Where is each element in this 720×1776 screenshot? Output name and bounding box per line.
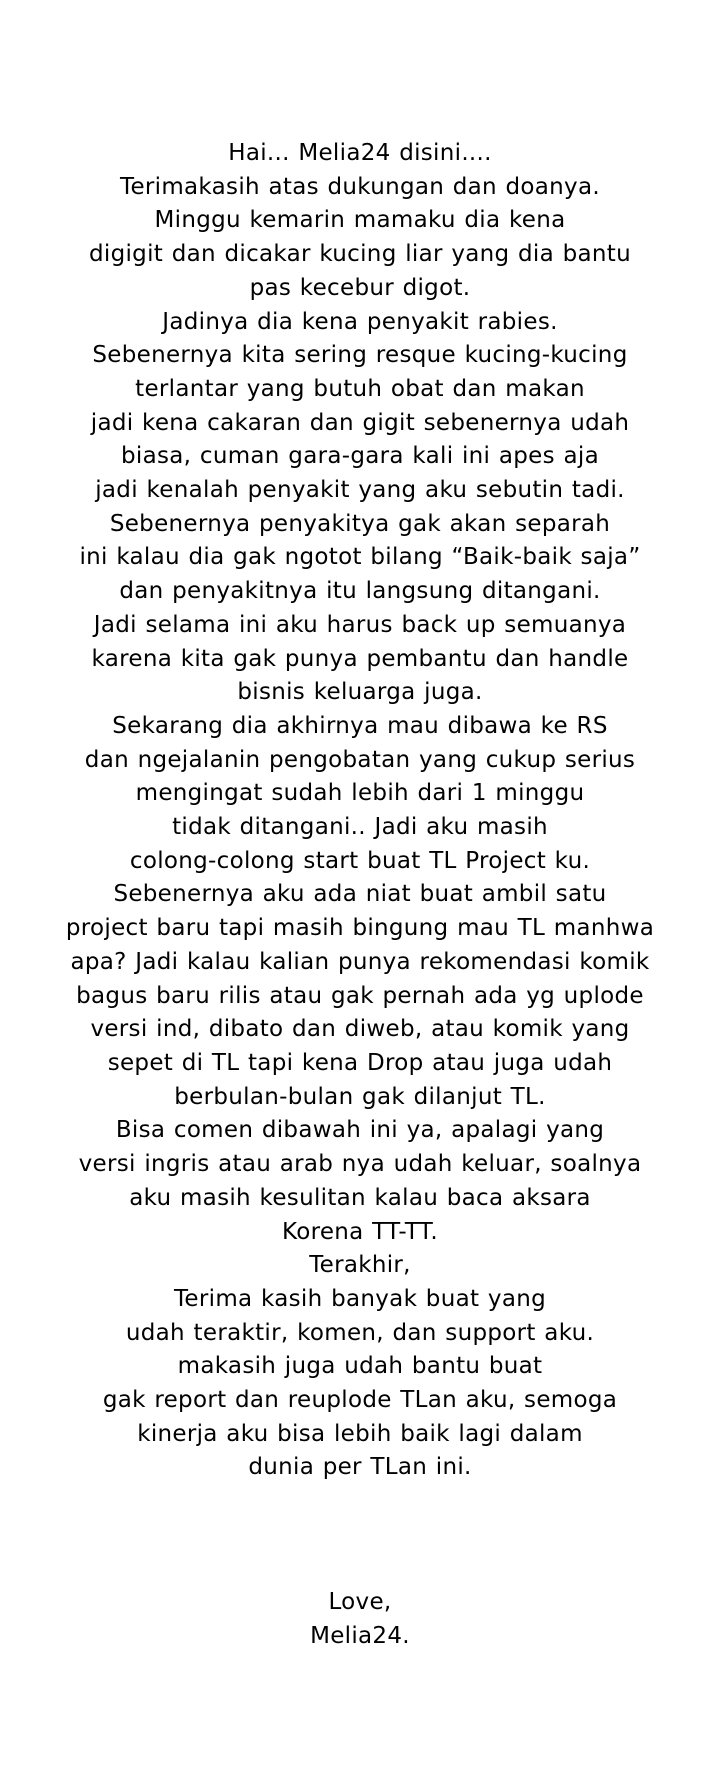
signoff-gap	[0, 1485, 720, 1586]
letter-line: Jadi selama ini aku harus back up semuanya	[93, 611, 627, 638]
letter-line: Hai... Melia24 disini....	[228, 140, 492, 166]
letter-line: jadi kena cakaran dan gigit sebenernya udah	[90, 409, 630, 436]
letter-line: sepet di TL tapi kena Drop atau juga udah	[107, 1049, 613, 1076]
letter-line: Jadinya dia kena penyakit rabies.	[162, 308, 558, 335]
letter-line: dan ngejalanin pengobatan yang cukup serius	[84, 746, 636, 773]
letter-line: jadi kenalah penyakit yang aku sebutin tadi.	[95, 477, 625, 504]
letter-line: gak report dan reuplode TLan aku, semoga	[102, 1387, 618, 1414]
signature: Melia24.	[310, 1622, 410, 1649]
letter-line: colong-colong start buat TL Project ku.	[129, 847, 591, 874]
signoff: Love,	[328, 1589, 392, 1616]
letter-line: berbulan-bulan gak dilanjut TL.	[174, 1083, 546, 1110]
letter-line: biasa, cuman gara-gara kali ini apes aja	[121, 443, 599, 470]
letter-line: aku masih kesulitan kalau baca aksara	[129, 1184, 591, 1211]
letter-line: Terakhir,	[309, 1252, 411, 1279]
letter-line: pas kecebur digot.	[249, 274, 471, 301]
letter-line: apa? Jadi kalau kalian punya rekomendasi komik	[70, 948, 650, 975]
letter-line: Korena TT-TT.	[281, 1218, 439, 1245]
letter-body	[0, 137, 720, 1654]
letter-line: Terima kasih banyak buat yang	[173, 1285, 546, 1312]
letter-line: udah teraktir, komen, dan support aku.	[125, 1319, 595, 1346]
letter-line: digigit dan dicakar kucing liar yang dia bantu	[89, 241, 631, 268]
letter-line: Sebenernya penyakitya gak akan separah	[109, 510, 611, 537]
letter-line: Sekarang dia akhirnya mau dibawa ke RS	[112, 712, 608, 739]
letter-line: makasih juga udah bantu buat	[177, 1353, 543, 1380]
letter-line: bisnis keluarga juga.	[237, 679, 483, 706]
letter-line: versi ind, dibato dan diweb, atau komik yang	[90, 1016, 630, 1043]
letter-line: Bisa comen dibawah ini ya, apalagi yang	[115, 1117, 605, 1144]
letter-line: Sebenernya kita sering resque kucing-kucing	[92, 342, 628, 369]
letter-line: dunia per TLan ini.	[248, 1454, 472, 1481]
letter-line: Sebenernya aku ada niat buat ambil satu	[113, 881, 607, 908]
letter-line: tidak ditangani.. Jadi aku masih	[172, 814, 548, 841]
letter-line: karena kita gak punya pembantu dan handle	[91, 645, 629, 672]
letter-line: kinerja aku bisa lebih baik lagi dalam	[137, 1420, 583, 1447]
letter-line: Minggu kemarin mamaku dia kena	[154, 207, 566, 234]
letter-line: terlantar yang butuh obat dan makan	[135, 375, 585, 402]
letter-line: bagus baru rilis atau gak pernah ada yg uplode	[76, 982, 644, 1009]
letter-line: Terimakasih atas dukungan dan doanya.	[120, 173, 600, 200]
letter-line: ini kalau dia gak ngotot bilang “Baik-baik saja”	[79, 544, 641, 571]
letter-line: mengingat sudah lebih dari 1 minggu	[135, 780, 585, 807]
letter-line: dan penyakitnya itu langsung ditangani.	[119, 578, 601, 605]
letter-line: versi ingris atau arab nya udah keluar, soalnya	[78, 1151, 642, 1178]
letter-line: project baru tapi masih bingung mau TL manhwa	[65, 915, 655, 942]
